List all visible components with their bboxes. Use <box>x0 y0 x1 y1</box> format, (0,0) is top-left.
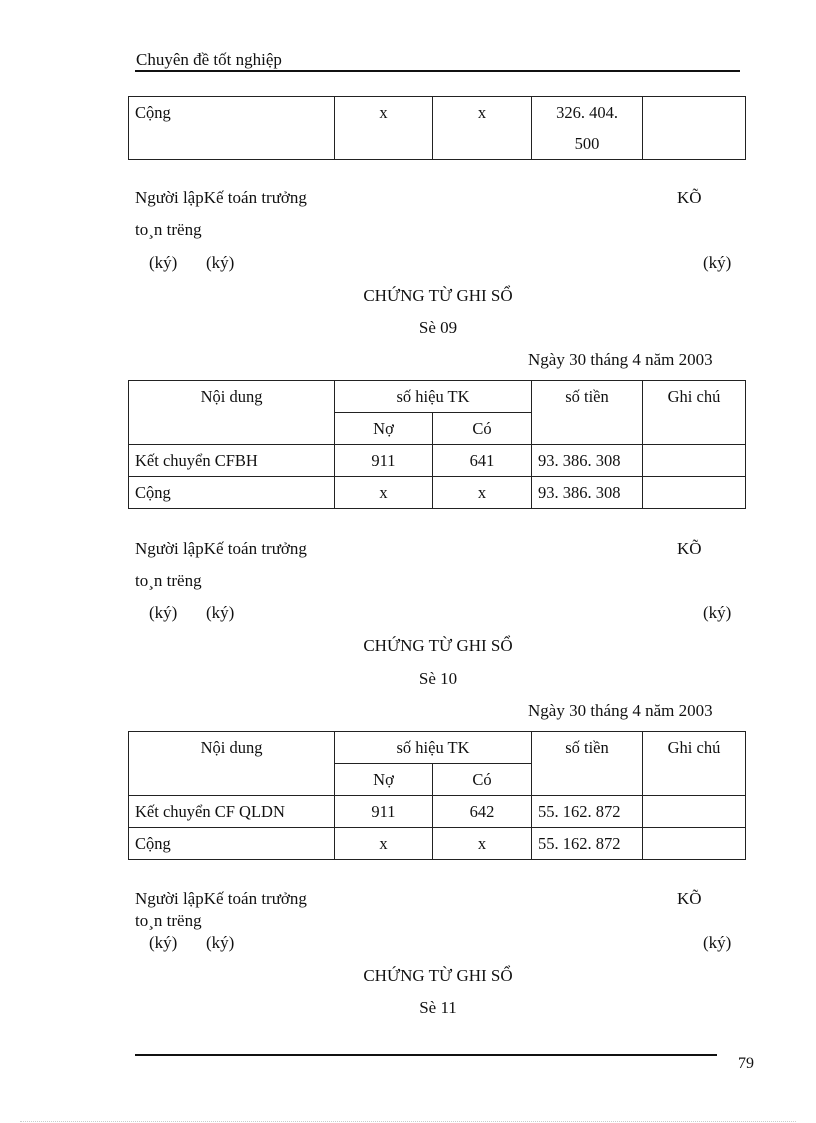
table-header-row <box>129 732 746 764</box>
header-amount: số tiền <box>532 381 643 445</box>
header-rule <box>135 70 740 72</box>
amount-cell <box>532 97 643 160</box>
voucher-table-10 <box>128 731 746 860</box>
sign-label-a: (ký) <box>149 933 178 952</box>
row-amount: 93. 386. 308 <box>532 445 643 477</box>
header-note: Ghi chú <box>643 732 746 796</box>
credit-cell: x <box>433 97 532 160</box>
voucher-number: Sè 11 <box>419 998 457 1017</box>
row-credit: 642 <box>433 796 532 828</box>
row-amount: 93. 386. 308 <box>532 477 643 509</box>
table-row <box>129 97 746 160</box>
signature-role-line2: to¸n trëng <box>135 911 202 930</box>
page-number: 79 <box>738 1055 754 1072</box>
voucher-number: Sè 10 <box>418 669 458 688</box>
header-account: số hiệu TK <box>335 381 532 413</box>
row-debit: x <box>335 828 433 860</box>
amount-line-2: 500 <box>574 134 600 153</box>
voucher-title: CHỨNG TỪ GHI SỔ <box>363 636 513 655</box>
row-credit: 641 <box>433 445 532 477</box>
table-row <box>129 445 746 477</box>
header-debit: Nợ <box>335 764 433 796</box>
header-note: Ghi chú <box>643 381 746 445</box>
header-credit: Có <box>433 413 532 445</box>
sign-label-a: (ký) <box>149 253 178 272</box>
row-credit: x <box>433 828 532 860</box>
voucher-date: Ngày 30 tháng 4 năm 2003 <box>528 701 713 720</box>
row-label: Cộng <box>129 97 335 160</box>
debit-cell: x <box>335 97 433 160</box>
note-cell <box>643 97 746 160</box>
signature-role-line2: to¸n trëng <box>135 220 202 239</box>
page-edge-divider <box>20 1121 796 1122</box>
table-row <box>129 828 746 860</box>
amount-line-1: 326. 404. <box>556 103 618 122</box>
row-debit: 911 <box>335 445 433 477</box>
row-credit: x <box>433 477 532 509</box>
signature-role-right: KÕ <box>677 889 702 908</box>
signature-role-right: KÕ <box>677 188 702 207</box>
row-note <box>643 445 746 477</box>
sign-label-c: (ký) <box>703 253 732 272</box>
signature-roles: Người lậpKế toán trưởng <box>135 188 307 207</box>
header-content: Nội dung <box>129 732 335 796</box>
header-credit: Có <box>433 764 532 796</box>
voucher-table-09 <box>128 380 746 509</box>
row-note <box>643 796 746 828</box>
voucher-number: Sè 09 <box>418 318 458 337</box>
signature-role-line2: to¸n trëng <box>135 571 202 590</box>
voucher-date: Ngày 30 tháng 4 năm 2003 <box>528 350 713 369</box>
header-debit: Nợ <box>335 413 433 445</box>
header-content: Nội dung <box>129 381 335 445</box>
table-header-row <box>129 381 746 413</box>
header-amount: số tiền <box>532 732 643 796</box>
row-amount: 55. 162. 872 <box>532 828 643 860</box>
signature-roles: Người lậpKế toán trưởng <box>135 889 307 908</box>
sign-label-b: (ký) <box>206 253 235 272</box>
row-note <box>643 828 746 860</box>
sign-label-a: (ký) <box>149 603 178 622</box>
signature-role-right: KÕ <box>677 539 702 558</box>
header-account: số hiệu TK <box>335 732 532 764</box>
row-content: Kết chuyển CFBH <box>129 445 335 477</box>
voucher-title: CHỨNG TỪ GHI SỔ <box>363 966 513 985</box>
row-debit: x <box>335 477 433 509</box>
voucher-title: CHỨNG TỪ GHI SỔ <box>363 286 513 305</box>
signature-roles: Người lậpKế toán trưởng <box>135 539 307 558</box>
sign-label-c: (ký) <box>703 603 732 622</box>
row-content: Cộng <box>129 477 335 509</box>
table-row <box>129 477 746 509</box>
row-note <box>643 477 746 509</box>
page-header-title: Chuyên đề tốt nghiệp <box>136 50 282 69</box>
row-content: Cộng <box>129 828 335 860</box>
sign-label-b: (ký) <box>206 603 235 622</box>
table-row <box>129 796 746 828</box>
row-content: Kết chuyển CF QLDN <box>129 796 335 828</box>
footer-rule <box>135 1054 717 1056</box>
row-debit: 911 <box>335 796 433 828</box>
sign-label-c: (ký) <box>703 933 732 952</box>
row-amount: 55. 162. 872 <box>532 796 643 828</box>
sign-label-b: (ký) <box>206 933 235 952</box>
continued-ledger-table <box>128 96 746 160</box>
